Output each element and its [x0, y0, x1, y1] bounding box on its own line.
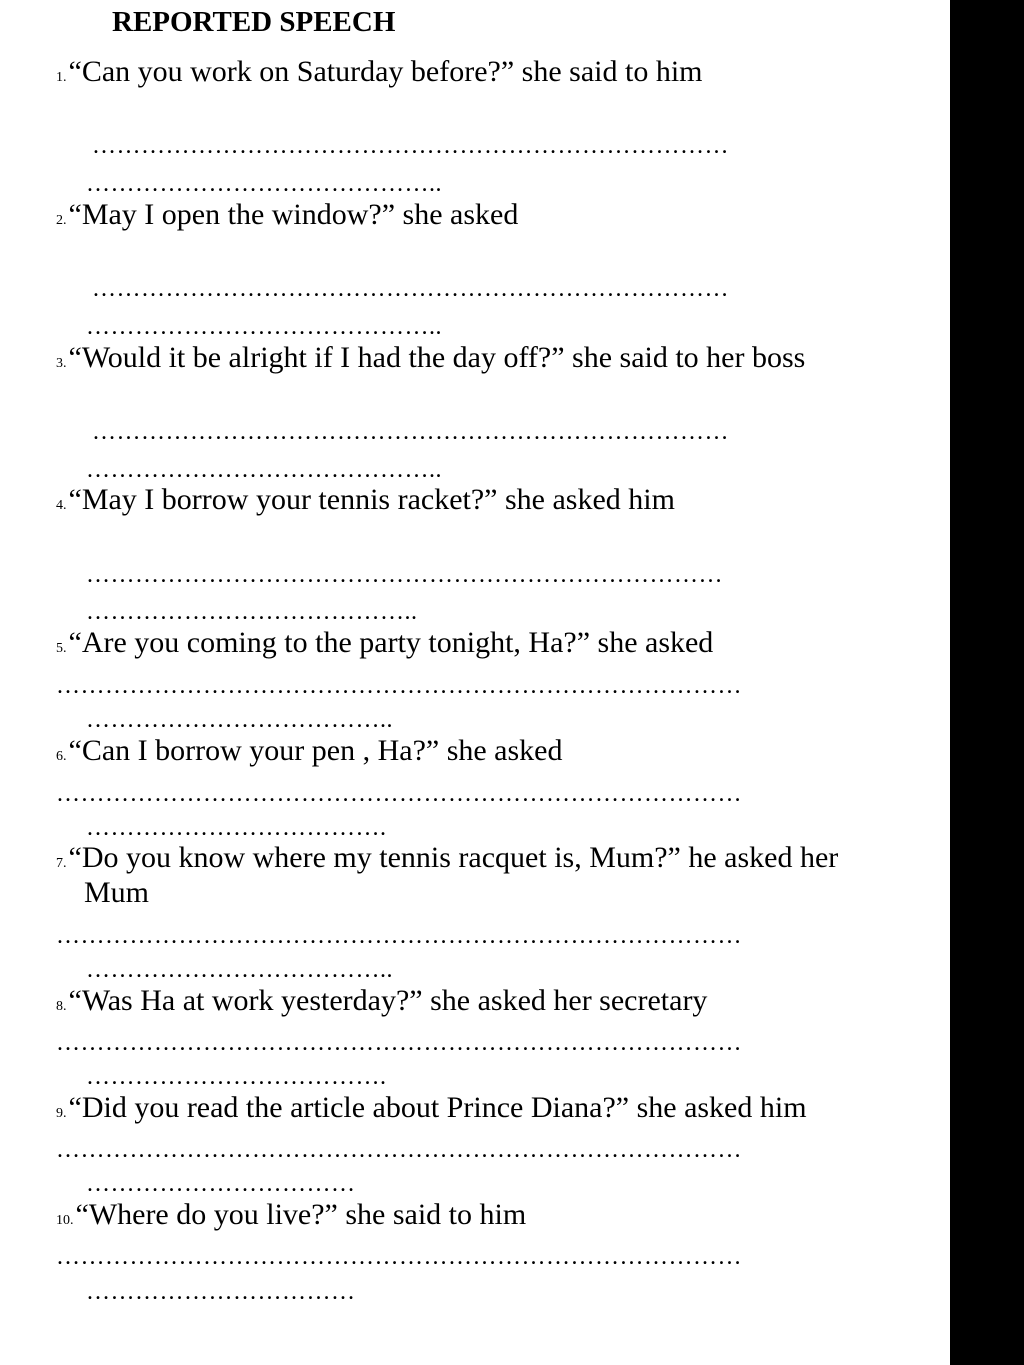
- question-text: “Where do you live?” she said to him: [75, 1198, 527, 1231]
- answer-line[interactable]: ……………………………………..: [86, 315, 442, 339]
- question-item-4: [56, 482, 675, 524]
- question-item-7: [56, 840, 838, 882]
- question-item-3: [56, 340, 805, 382]
- answer-line[interactable]: …………………………………………………………………………: [56, 1245, 742, 1269]
- question-number: 2.: [56, 213, 67, 228]
- question-number: 8.: [56, 999, 67, 1014]
- question-item-5: [56, 625, 713, 667]
- question-text: “Did you read the article about Prince Diana?” she asked him: [68, 1091, 807, 1124]
- answer-line[interactable]: …………………………………..: [86, 600, 418, 624]
- answer-line[interactable]: ……………………………………..: [86, 458, 442, 482]
- question-number: 7.: [56, 856, 67, 871]
- right-black-border: [950, 0, 1024, 1365]
- answer-line[interactable]: ……………………………: [86, 1172, 356, 1196]
- question-number: 9.: [56, 1106, 67, 1121]
- answer-line[interactable]: ……………………………………………………………………: [92, 134, 729, 158]
- answer-line[interactable]: …………………………………………………………………………: [56, 1031, 742, 1055]
- answer-line[interactable]: ………………………………..: [86, 958, 393, 982]
- question-number: 10.: [56, 1213, 74, 1228]
- answer-line[interactable]: ……………………………….: [86, 1065, 387, 1089]
- question-item-9: [56, 1090, 807, 1132]
- answer-line[interactable]: …………………………………………………………………………: [56, 674, 742, 698]
- question-text: “May I borrow your tennis racket?” she asked him: [68, 483, 675, 516]
- answer-line[interactable]: ……………………………….: [86, 816, 387, 840]
- question-text: “May I open the window?” she asked: [68, 198, 519, 231]
- question-number: 1.: [56, 70, 67, 85]
- question-text-continued: Mum: [84, 876, 150, 909]
- question-number: 5.: [56, 641, 67, 656]
- answer-line[interactable]: ……………………………………………………………………: [92, 420, 729, 444]
- answer-line[interactable]: …………………………………………………………………………: [56, 782, 742, 806]
- question-item-6: [56, 733, 563, 775]
- worksheet-title: REPORTED SPEECH: [112, 6, 396, 38]
- question-number: 6.: [56, 749, 67, 764]
- question-item-1: [56, 54, 703, 96]
- question-text: “Was Ha at work yesterday?” she asked her secretary: [68, 984, 708, 1017]
- answer-line[interactable]: ……………………………………………………………………: [92, 277, 729, 301]
- answer-line[interactable]: …………………………………………………………………………: [56, 1138, 742, 1162]
- question-text: “Can you work on Saturday before?” she said to him: [68, 55, 703, 88]
- question-number: 4.: [56, 498, 67, 513]
- question-item-10: [56, 1197, 526, 1239]
- question-text: “Do you know where my tennis racquet is, Mum?” he asked her: [68, 841, 839, 874]
- question-item-2: [56, 197, 518, 239]
- answer-line[interactable]: ……………………………………………………………………: [86, 563, 723, 587]
- answer-line[interactable]: ………………………………..: [86, 708, 393, 732]
- question-number: 3.: [56, 356, 67, 371]
- question-item-8: [56, 983, 707, 1025]
- question-text: “Can I borrow your pen , Ha?” she asked: [68, 734, 563, 767]
- answer-line[interactable]: ……………………………: [86, 1280, 356, 1304]
- answer-line[interactable]: …………………………………………………………………………: [56, 924, 742, 948]
- answer-line[interactable]: ……………………………………..: [86, 172, 442, 196]
- question-text: “Are you coming to the party tonight, Ha?” she asked: [68, 626, 714, 659]
- question-text: “Would it be alright if I had the day off?” she said to her boss: [68, 341, 806, 374]
